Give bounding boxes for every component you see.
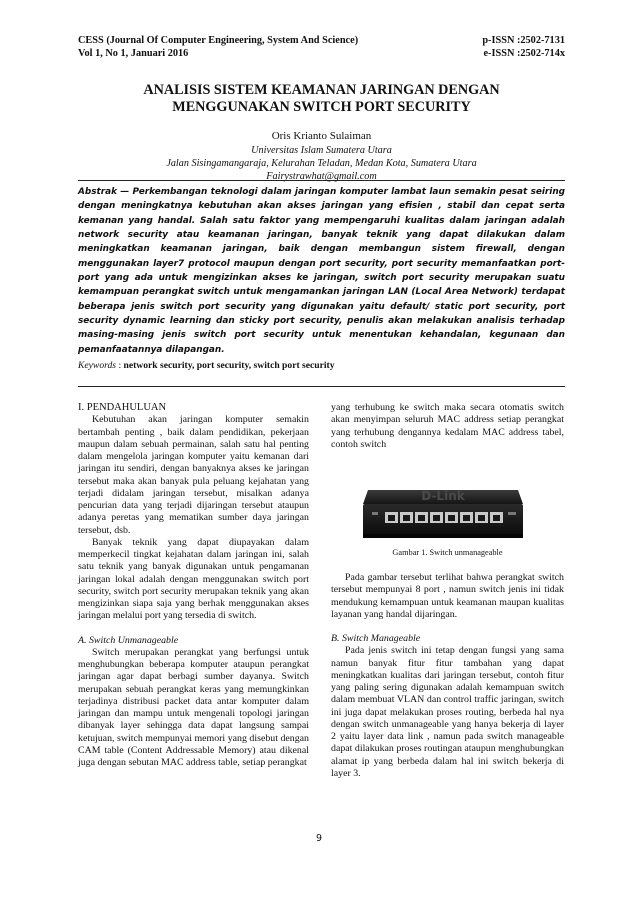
switch-figure	[358, 468, 528, 548]
author-name: Oris Krianto Sulaiman	[271, 130, 372, 142]
paragraph: Kebutuhan akan jaringan komputer semakin bertambah penting , baik dalam pendidikan, pekerjaan maupun dalam sebuah permainan, salah satu hal penting dalam mengelola jaringan komputer yaitu kemanan dari jaringan itu sendiri, dengan banyaknya akses ke jaringan tersebut maka akan banyak pula peluang kejahatan yang terjadi didalam jaringan tersebut, misalkan adanya pencurian data yang terjadi dijaringan tersebut ataupun adanya peretas yang mematikan sumber daya jaringan tersebut, dsb.	[78, 414, 309, 536]
affiliation-email: Fairystrawhat@gmail.com	[266, 171, 377, 183]
keywords-value: network security, port security, switch port security	[123, 360, 335, 371]
left-column	[78, 402, 309, 769]
paragraph: Pada jenis switch ini tetap dengan fungsi yang sama namun banyak fitur fitur tambahan yang dapat meningkatkan kualitas dari jaringan tersebut, contoh fitur yang paling sering digunakan adalah kemampuan switch dalam membuat VLAN dan control traffic jaringan, switch ini juga dapat melakukan proses routing, berbeda hal nya dengan switch unmanageable yang hanya bekerja di layer 2 yaitu layer data link , namun pada switch manageable dapat dilakukan proses routingan ataupun menghubungkan alamat ip yang berbeda dalam hal ini switch bekerja di layer 3.	[331, 645, 564, 779]
paragraph: yang terhubung ke switch maka secara otomatis switch akan menyimpan seluruh MAC address setiap perangkat yang terhubung dengannya kedalam MAC address tabel, contoh switch	[331, 402, 564, 450]
paper-title-line-2: MENGGUNAKAN SWITCH PORT SECURITY	[172, 99, 471, 115]
paragraph: Switch merupakan perangkat yang berfungsi untuk menghubungkan beberapa komputer ataupun perangkat jaringan agar dapat berbagi sumber dayanya. Switch merupakan sebuah perangkat keras yang memungkinkan terjadinya distribusi packet data antar komputer dalam jaringan dan mampu untuk mengenali topologi jaringan dibanyak layer sehingga data dapat langsung sampai ketujuan, switch mempunyai memori yang disebut dengan CAM table (Content Addressable Memory) atau dikenal juga dengan sebutan MAC address table, setiap perangkat	[78, 646, 309, 768]
keywords-separator: :	[118, 360, 122, 371]
section-heading-pendahuluan: I. PENDAHULUAN	[78, 402, 167, 413]
keywords	[78, 360, 565, 371]
keywords-label: Keywords	[78, 360, 117, 371]
subheading-switch-unmanageable: A. Switch Unmanageable	[78, 634, 179, 646]
network-switch-image	[358, 468, 528, 548]
paragraph: Pada gambar tersebut terlihat bahwa perangkat switch tersebut mempunyai 8 port , namun switch jenis ini tidak mendukung kemampuan untuk keamanan maupan kualitas layanan yang handal dijaringan.	[331, 572, 564, 620]
paragraph: Banyak teknik yang dapat diupayakan dalam memperkecil tingkat kejahatan dalam jaringan ini, salah satu teknik yang banyak digunakan untuk pengamanan jaringan lokal adalah dengan menggunakan switch port security, switch port security merupakan teknik yang akan mengizinkan siapa saja yang berhak menggunakan akses jaringan melalui port yang tersedia di switch.	[78, 536, 309, 622]
right-column-bottom	[331, 572, 564, 780]
right-column-top	[331, 402, 564, 451]
bottom-divider	[78, 386, 565, 387]
pissn: p-ISSN :2502-7131	[482, 35, 565, 46]
paper-title	[78, 82, 565, 116]
eissn: e-ISSN :2502-714x	[483, 48, 565, 59]
page-number: 9	[315, 833, 323, 844]
affiliation-address: Jalan Sisingamangaraja, Kelurahan Teladan, Medan Kota, Sumatera Utara	[166, 158, 477, 170]
abstract	[78, 185, 565, 357]
journal-volume: Vol 1, No 1, Januari 2016	[78, 48, 189, 59]
journal-name: CESS (Journal Of Computer Engineering, System And Science)	[78, 35, 359, 46]
top-divider	[78, 180, 565, 181]
paper-title-line-1: ANALISIS SISTEM KEAMANAN JARINGAN DENGAN	[143, 82, 500, 98]
subheading-switch-manageable: B. Switch Manageable	[331, 633, 421, 644]
figure-caption: Gambar 1. Switch unmanageable	[392, 548, 503, 557]
affiliation-university: Universitas Islam Sumatera Utara	[251, 145, 392, 156]
abstract-text: Abstrak — Perkembangan teknologi dalam jaringan komputer lambat laun semakin pesat seiring dengan meningkatnya kebutuhan akan akses jaringan yang efisien , stabil dan cepat serta kemanan yang handal. Salah satu faktor yang mempengaruhi kualitas dalam jaringan adalah network security atau keamanan jaringan, banyak teknik yang dapat dilakukan dalam meningkatkan keamanan jaringan, baik dengan membangun sistem firewall, dengan menggunakan layer7 protocol maupun dengan port security, port security memanfaatkan port-port yang ada untuk mengizinkan akses ke jaringan, switch port security merupakan suatu kemampuan perangkat switch untuk mengamankan jaringan LAN (Local Area Network) terdapat beberapa jenis switch port security yang digunakan yaitu default/ static port security, port security dynamic learning dan sticky port security, penulis akan melakukan analisis terhadap masing-masing jenis switch port security untuk menentukan kehandalan, kegunaan dan pemanfaatannya dilapangan.	[78, 187, 565, 355]
brand-logo: D-Link	[421, 489, 465, 503]
author-affiliation	[78, 144, 565, 184]
